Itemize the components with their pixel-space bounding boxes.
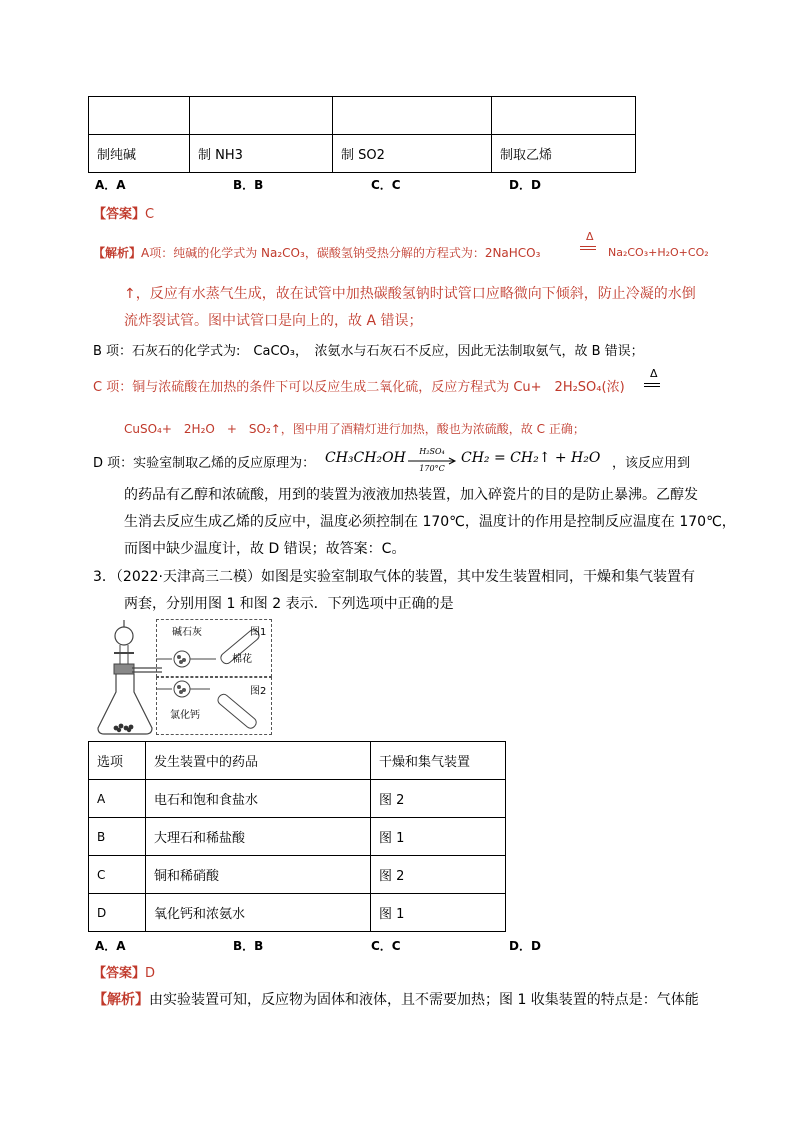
choice-c: C．C <box>371 178 401 192</box>
figure-label-cotton: 棉花 <box>232 654 252 665</box>
answer-value: C <box>145 207 155 222</box>
table-cell: 氧化钙和浓氨水 <box>146 894 371 932</box>
table-row <box>89 780 506 818</box>
question3-options-table <box>88 741 506 932</box>
answer-line-2 <box>93 962 155 981</box>
analysis-d-line1-suffix: ，该反应用到 <box>612 456 691 471</box>
table-header: 发生装置中的药品 <box>146 742 371 780</box>
analysis-tag: 【解析】 <box>93 992 149 1008</box>
choice-b: B．B <box>233 178 264 192</box>
table-row <box>89 856 506 894</box>
equation-condition: 170°C <box>419 464 445 473</box>
equation-double-line-b <box>580 249 596 250</box>
table-cell: C <box>89 856 146 894</box>
analysis-a-line1: 【解析】A项：纯碱的化学式为 Na₂CO₃，碳酸氢钠受热分解的方程式为：2NaHCO₃ <box>93 246 541 260</box>
table-cell: 制 SO2 <box>333 135 492 173</box>
analysis-d-line3: 生消去反应生成乙烯的反应中，温度必须控制在 170℃，温度计的作用是控制反应温度在 170℃， <box>124 514 736 530</box>
equation-double-line <box>580 246 596 247</box>
heat-delta-symbol-2: Δ <box>650 367 658 380</box>
table-header: 选项 <box>89 742 146 780</box>
table-cell: D <box>89 894 146 932</box>
analysis-d-line2: 的药品有乙醇和浓硫酸，用到的装置为液液加热装置，加入碎瓷片的目的是防止暴沸。乙醇发 <box>124 487 698 503</box>
equation-products: Na₂CO₃+H₂O+CO₂ <box>608 246 709 259</box>
choice-c: C．C <box>371 939 401 953</box>
table-cell: 图 1 <box>371 894 506 932</box>
table-cell: 电石和饱和食盐水 <box>146 780 371 818</box>
equation-product: CH₂ = CH₂↑ + H₂O <box>461 450 601 466</box>
analysis-c-line2: CuSO₄+ 2H₂O + SO₂↑，图中用了酒精灯进行加热，酸也为浓硫酸，故 C 正确； <box>124 422 585 436</box>
choice-b: B．B <box>233 939 264 953</box>
figure1-label: 图1 <box>250 627 267 638</box>
table-row <box>89 894 506 932</box>
table-cell: 制 NH3 <box>190 135 333 173</box>
table-cell: 图 1 <box>371 818 506 856</box>
question3-line1: 3．（2022·天津高三二模）如图是实验室制取气体的装置，其中发生装置相同，干燥和集气装置有 <box>93 569 695 585</box>
figure-label-soda-lime: 碱石灰 <box>172 627 202 638</box>
figure2-label: 图2 <box>250 686 267 697</box>
analysis-a-line2: ↑，反应有水蒸气生成，故在试管中加热碳酸氢钠时试管口应略微向下倾斜，防止冷凝的水倒 <box>124 286 696 302</box>
table-header: 干燥和集气装置 <box>371 742 506 780</box>
analysis-b-line: B 项：石灰石的化学式为: CaCO₃， 浓氨水与石灰石不反应，因此无法制取氨气，故 B 错误； <box>93 344 644 359</box>
analysis-d-line1-prefix: D 项：实验室制取乙烯的反应原理为： <box>93 456 316 471</box>
table-cell: 图 2 <box>371 780 506 818</box>
table-cell: B <box>89 818 146 856</box>
table-cell <box>333 97 492 135</box>
table-cell <box>492 97 636 135</box>
table-cell: 铜和稀硝酸 <box>146 856 371 894</box>
equation-catalyst: H₂SO₄ <box>419 447 445 456</box>
analysis2-line <box>93 989 699 1009</box>
equation-double-line-2b <box>644 386 660 387</box>
analysis-c-line1: C 项：铜与浓硫酸在加热的条件下可以反应生成二氧化硫，反应方程式为 Cu+ 2H₂SO₄(浓) <box>93 380 625 395</box>
table-cell: A <box>89 780 146 818</box>
answer-tag: 【答案】 <box>93 207 146 222</box>
choice-a: A．A <box>95 939 126 953</box>
table-cell: 大理石和稀盐酸 <box>146 818 371 856</box>
table-row <box>89 818 506 856</box>
analysis-tag: 【解析】 <box>93 246 142 260</box>
answer-tag: 【答案】 <box>93 966 146 981</box>
choice-a: A．A <box>95 178 126 192</box>
table-cell <box>190 97 333 135</box>
question2-options-table <box>88 96 636 173</box>
table-cell: 图 2 <box>371 856 506 894</box>
answer-value: D <box>145 966 156 981</box>
analysis-text: 由实验装置可知，反应物为固体和液体，且不需要加热；图 1 收集装置的特点是：气体能 <box>149 992 699 1008</box>
choice-d: D．D <box>509 178 541 192</box>
answer-line <box>93 203 154 222</box>
choice-d: D．D <box>509 939 541 953</box>
question3-line2: 两套，分别用图 1 和图 2 表示．下列选项中正确的是 <box>124 596 454 612</box>
table-cell <box>89 97 190 135</box>
equation-reactant: CH₃CH₂OH <box>325 450 406 466</box>
analysis-a-line3: 流炸裂试管。图中试管口是向上的，故 A 错误； <box>124 313 423 329</box>
equation-double-line-2 <box>644 383 660 384</box>
table-cell: 制取乙烯 <box>492 135 636 173</box>
analysis-d-line4: 而图中缺少温度计，故 D 错误；故答案：C。 <box>124 541 406 557</box>
figure-label-calcium-chloride: 氯化钙 <box>170 710 200 721</box>
table-cell: 制纯碱 <box>89 135 190 173</box>
heat-delta-symbol: Δ <box>586 230 594 243</box>
